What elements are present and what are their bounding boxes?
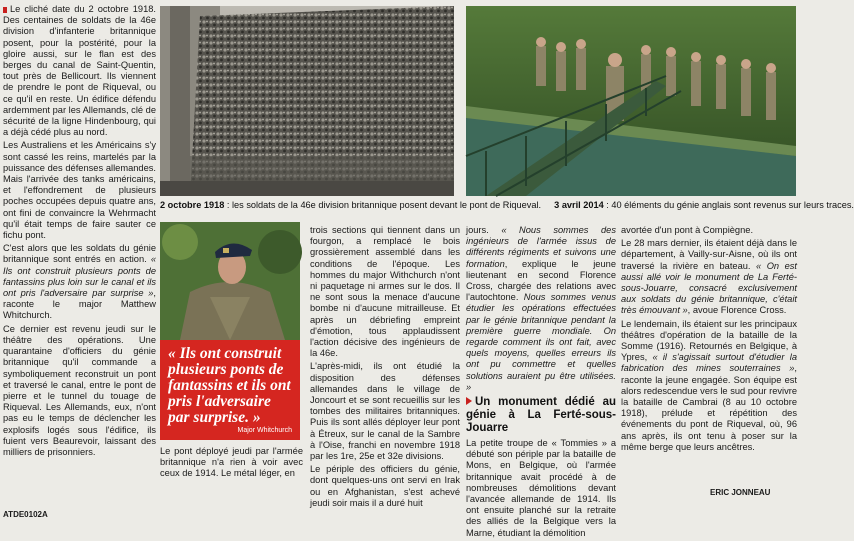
paragraph: Le pont déployé jeudi par l'armée britannique n'a rien à voir avec ceux de 1914. Le métal léger, en <box>160 446 303 479</box>
pull-quote-attribution: Major Whitchurch <box>237 427 292 434</box>
article-column-4 <box>466 225 616 541</box>
major-portrait-image <box>160 222 300 340</box>
paragraph: Le cliché date du 2 octobre 1918. Des centaines de soldats de la 46e division d'infanterie britannique posent, pour la postérité, pour la gloire aussi, sur le flan est des berges du canal de Saint-Quentin, tout près de Bellicourt. Ils viennent de prendre le pont de Riqueval, ou ce qu'il en reste. Un édifice défendu ardemment par les Allemands, clé de sécurité de la ligne Hindenbourg, qui a déjà cédé plus au nord. <box>3 4 156 138</box>
historic-photo <box>160 6 454 196</box>
paragraph: jours. « Nous sommes des ingénieurs de l'armée issus de différents régiments et suivons une formation, explique le jeune lieutenant en second Florence Cross, chargée des relations avec l'autochtone. Nous sommes venus étudier les opérations effectuées par le génie britannique pendant la première guerre mondiale. On regarde comment ils ont fait, avec quels moyens, quelles erreurs ils ont pu commettre et quelles solutions auraient pu être utilisées. » <box>466 225 617 392</box>
historic-photo-image <box>160 6 454 196</box>
author-signature: ERIC JONNEAU <box>710 488 771 497</box>
paragraph: trois sections qui tiennent dans un fourgon, a remplacé le bois grossièrement assemblé dans les conditions de l'époque. Les hommes du major Withchurch n'ont ni paquetage ni armes sur le dos. Il ne sont sous la menace d'aucune bombe ni d'aucune mitrailleuse. Et après un débriefing empreint d'émotion, tous applaudissent l'action décisive des ingénieurs de la 46e. <box>310 225 460 359</box>
paragraph: Les Australiens et les Américains s'y sont cassé les reins, martelés par la puissance des défenses allemandes. Mais l'arrivée des tanks américains, et l'effondrement de plusieurs poches occupées depuis quatre ans, ont fini de convaincre la Wehrmacht qu'il était temps de faire sauter ce fichu pont. <box>3 140 156 241</box>
red-square-marker <box>3 7 7 13</box>
paragraph: L'après-midi, ils ont étudié la disposition des défenses allemandes dans le village de Joncourt et se sont recueillis sur les tombes des militaires britanniques. Puis ils sont allés déployer leur pont à Étreux, sur le canal de la Sambre à l'Oise, franchi en novembre 1918 par les 1re, 25e et 32e divisions. <box>310 361 460 462</box>
pull-quote-text: « Ils ont construit plusieurs ponts de fantassins et ils ont pris l'adversaire par surprise. » <box>168 345 291 426</box>
pull-quote <box>160 340 300 440</box>
page-code: ATDE0102A <box>3 510 48 519</box>
major-portrait-photo <box>160 222 300 340</box>
section-subhead: Un monument dédié au génie à La Ferté-sous-Jouarre <box>466 396 616 435</box>
modern-photo <box>466 6 796 196</box>
modern-photo-image <box>466 6 796 196</box>
paragraph: La petite troupe de « Tommies » a débuté son périple par la bataille de Mons, en Belgique, où l'armée britannique avait procédé à de nombreuses démolitions devant l'avancée allemande de 1914. Ils ont ensuite planché sur la retraite des alliés de la Belgique vers la Marne, étudiant la démolition <box>466 438 616 538</box>
paragraph: avortée d'un pont à Compiègne. <box>621 225 754 235</box>
article-column-1 <box>3 4 156 460</box>
red-triangle-icon <box>466 397 472 405</box>
paragraph: Le 28 mars dernier, ils étaient déjà dans le département, à Vailly-sur-Aisne, où ils ont traversé la rivière en bateau. « On est aussi allé voir le monument de La Ferté-sous-Jouarre, consacré exclusivement aux soldats du génie britannique, c'était très émouvant », avoue Florence Cross. <box>621 238 797 316</box>
paragraph: Ce dernier est revenu jeudi sur le théâtre des opérations. Une quarantaine d'officiers du génie britannique qu'il commande a symboliquement reconstruit un pont et traversé le canal, entre le pont de pierre et le tunnel du touage de Riqueval. Les Allemands, eux, n'ont pas eu le temps de déclencher les explosifs logés sous l'édifice, ils fuient vers Beaurevoir, laissant des milliers de prisonniers. <box>3 323 156 457</box>
paragraph: C'est alors que les soldats du génie britannique sont entrés en action. « Ils ont construit plusieurs ponts de fantassins plus loin sur le canal et ils ont pris l'adversaire par surprise », raconte le major Matthew Whitchurch. <box>3 243 156 321</box>
photo-caption: 2 octobre 1918 : les soldats de la 46e division britannique posent devant le pont de Riqueval. 3 avril 2014 : 40 éléments du génie anglais sont revenus sur leurs traces. <box>160 200 854 210</box>
paragraph: Le lendemain, ils étaient sur les principaux théâtres d'opération de la bataille de la Somme (1916). Retournés en Belgique, à Ypres, « il s'agissait surtout d'étudier la fabrication des mines souterraines », raconte la jeune engagée. Son équipe est alors redescendue vers le sud pour revivre la bataille de Cambrai (8 au 10 octobre 1918), prélude et répétition des événements du pont de Riqueval, où, 96 ans après, ils ont tenu à poser sur la même berge que leurs ancêtres. <box>621 318 797 452</box>
paragraph: Le périple des officiers du génie, dont quelques-uns ont servi en Irak ou en Afghanistan, s'est achevé jeudi soir mais il a duré huit <box>310 464 460 508</box>
quote-inline: « Ils ont construit plusieurs ponts de fantassins plus loin sur le canal et ils ont pris l'adversaire par surprise » <box>3 254 156 299</box>
article-column-5 <box>621 225 797 455</box>
article-column-2 <box>160 446 303 482</box>
article-column-3 <box>310 225 460 511</box>
